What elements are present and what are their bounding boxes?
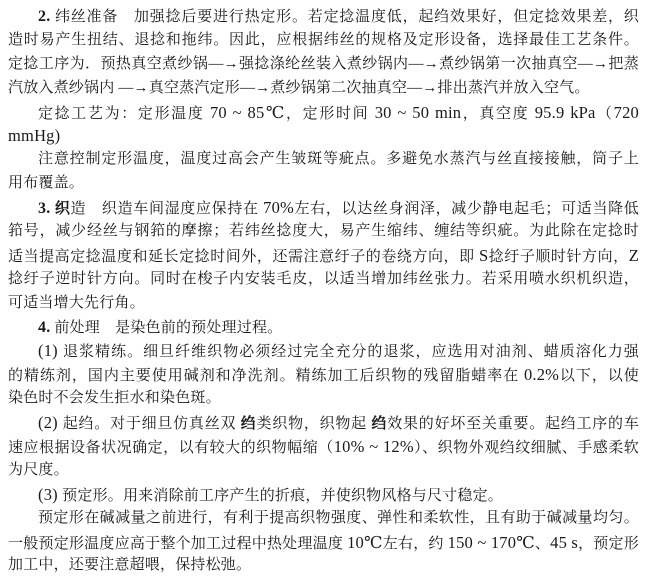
- chinese-text: 筘号，减少经丝与钢筘的摩擦；若纬丝捻度大，易产生缩纬、缠结等织疵。为此除在定捻时: [8, 223, 639, 240]
- chinese-text: 定捻工序为．预热真空煮纱锅—→强捻涤纶丝装入煮纱锅内—→煮纱锅第一次抽真空—→把蒸: [8, 55, 639, 72]
- text-line-14: [8, 316, 639, 340]
- latin-number-text: Z: [628, 245, 639, 265]
- text-line-4: [8, 77, 639, 101]
- chinese-text: 适当提高定捻温度和延长定捻时间外，还需注意纡子的卷绕方向，即: [8, 248, 479, 265]
- text-line-10: [8, 220, 639, 244]
- text-line-13: [8, 292, 639, 316]
- text-line-24: [8, 554, 639, 578]
- latin-number-text: mmHg): [8, 126, 61, 146]
- latin-number-text: 45 s: [550, 532, 579, 552]
- latin-number-text: 70 ~ 85℃: [209, 102, 287, 122]
- text-line-15: [8, 339, 639, 363]
- chinese-text: ，预定形: [578, 535, 639, 552]
- chinese-text: 预定形。用来消除前工序产生的折痕，并使织物风格与尺寸稳定。: [62, 487, 503, 504]
- chinese-text: 注意控制定形温度，温度过高会产生皱斑等疵点。多避免水蒸汽与丝直接接触，筒子上: [38, 151, 639, 168]
- chinese-text: 汽放入煮纱锅内 —→真空蒸汽定形—→煮纱锅第二次抽真空—→排出蒸汽并放入空气。: [8, 79, 590, 96]
- chinese-text: 、: [534, 535, 551, 552]
- chinese-text: ，定形时间: [286, 105, 375, 122]
- chinese-text: （: [595, 105, 614, 122]
- text-line-22: [8, 507, 639, 531]
- text-line-5: [8, 101, 639, 125]
- chinese-text: 速应根据设备状况确定，以有较大的织物幅缩（: [8, 440, 334, 457]
- chinese-text: 为尺度。: [8, 461, 69, 478]
- text-line-3: [8, 53, 639, 77]
- chinese-text: 绉: [240, 416, 257, 433]
- chinese-text: 造时易产生扭结、退捻和拖纬。因此，应根据纬丝的规格及定形设备，选择最佳工艺条件。: [8, 31, 639, 48]
- text-line-21: [8, 483, 639, 507]
- chinese-text: 左右，以达丝身润泽，减少静电起毛；可适当降低: [294, 201, 640, 218]
- text-line-6: [8, 124, 639, 148]
- latin-number-text: S: [478, 245, 489, 265]
- latin-number-text: 720: [613, 102, 640, 122]
- text-line-11: [8, 244, 639, 268]
- latin-number-text: 2.: [38, 8, 51, 25]
- latin-number-text: 0.2%: [523, 365, 560, 385]
- latin-number-text: 95.9 kPa: [534, 102, 596, 122]
- text-line-2: [8, 29, 639, 53]
- chinese-text: 造 织造车间湿度应保持在: [70, 201, 264, 218]
- chinese-text: 染色时不会发生拒水和染色斑。: [8, 390, 221, 407]
- chinese-text: 用布覆盖。: [8, 175, 85, 192]
- latin-number-text: (2): [38, 413, 63, 433]
- chinese-text: 以下，以使: [559, 368, 639, 385]
- latin-number-text: 30 ~ 50 min: [374, 102, 462, 122]
- chinese-text: 捻纡子逆时针方向。同时在梭子内安装毛皮，以适当增加纬丝张力。若采用喷水织机织造，: [8, 270, 639, 287]
- chinese-text: 加工中，还要注意超喂，保持松弛。: [8, 557, 252, 574]
- chinese-text: 预定形在碱减量之前进行，有利于提高织物强度、弹性和柔软性，且有助于碱减量均匀。: [38, 509, 639, 526]
- text-line-12: [8, 268, 639, 292]
- chinese-text: 纬丝准备 加强捻后要进行热定形。若定捻温度低，起绉效果好，但定捻效果差，织: [50, 9, 639, 25]
- chinese-text: 可适当增大先行角。: [8, 294, 145, 311]
- chinese-text: 退浆精练。细旦纤维织物必须经过完全充分的退浆，应选用对油剂、蜡质溶化力强: [63, 344, 639, 361]
- text-line-7: [8, 148, 639, 172]
- text-line-20: [8, 459, 639, 483]
- latin-number-text: 150 ~ 170℃: [447, 532, 535, 552]
- text-line-9: [8, 196, 639, 220]
- text-line-8: [8, 172, 639, 196]
- chinese-text: 一般预定形温度应高于整个加工过程中热处理温度: [8, 535, 348, 552]
- chinese-text: 效果的好坏至关重要。起绉工序的车: [387, 416, 640, 433]
- chinese-text: 前处理 是染色前的预处理过程。: [50, 319, 283, 336]
- chinese-text: 左右，约: [382, 535, 448, 552]
- chinese-text: 类织物，织物起: [256, 416, 372, 433]
- chinese-text: 捻纡子顺时针方向，: [488, 248, 629, 265]
- chinese-text: ，真空度: [461, 105, 535, 122]
- chinese-text: 起绉。对于细旦仿真丝双: [62, 416, 241, 433]
- latin-number-text: 3.: [38, 200, 51, 218]
- text-line-19: [8, 435, 639, 459]
- text-line-23: [8, 531, 639, 555]
- latin-number-text: 10℃: [347, 532, 383, 552]
- text-line-1: [8, 5, 639, 29]
- chinese-text: 绉: [371, 416, 388, 433]
- text-line-16: [8, 363, 639, 387]
- chinese-text: 的精练剂，国内主要使用碱剂和净洗剂。精练加工后织物的残留脂蜡率在: [8, 368, 524, 385]
- chinese-text: ）、织物外观绉纹细腻、手感柔软: [413, 440, 639, 457]
- chinese-text: 织: [54, 201, 71, 218]
- latin-number-text: (1): [38, 341, 63, 361]
- latin-number-text: (3): [38, 484, 63, 504]
- chinese-text: 定捻工艺为：定形温度: [38, 105, 210, 122]
- latin-number-text: 10% ~ 12%: [333, 437, 414, 457]
- text-line-18: [8, 411, 639, 435]
- latin-number-text: 4.: [38, 318, 51, 336]
- text-line-17: [8, 387, 639, 411]
- latin-number-text: 70%: [263, 198, 295, 218]
